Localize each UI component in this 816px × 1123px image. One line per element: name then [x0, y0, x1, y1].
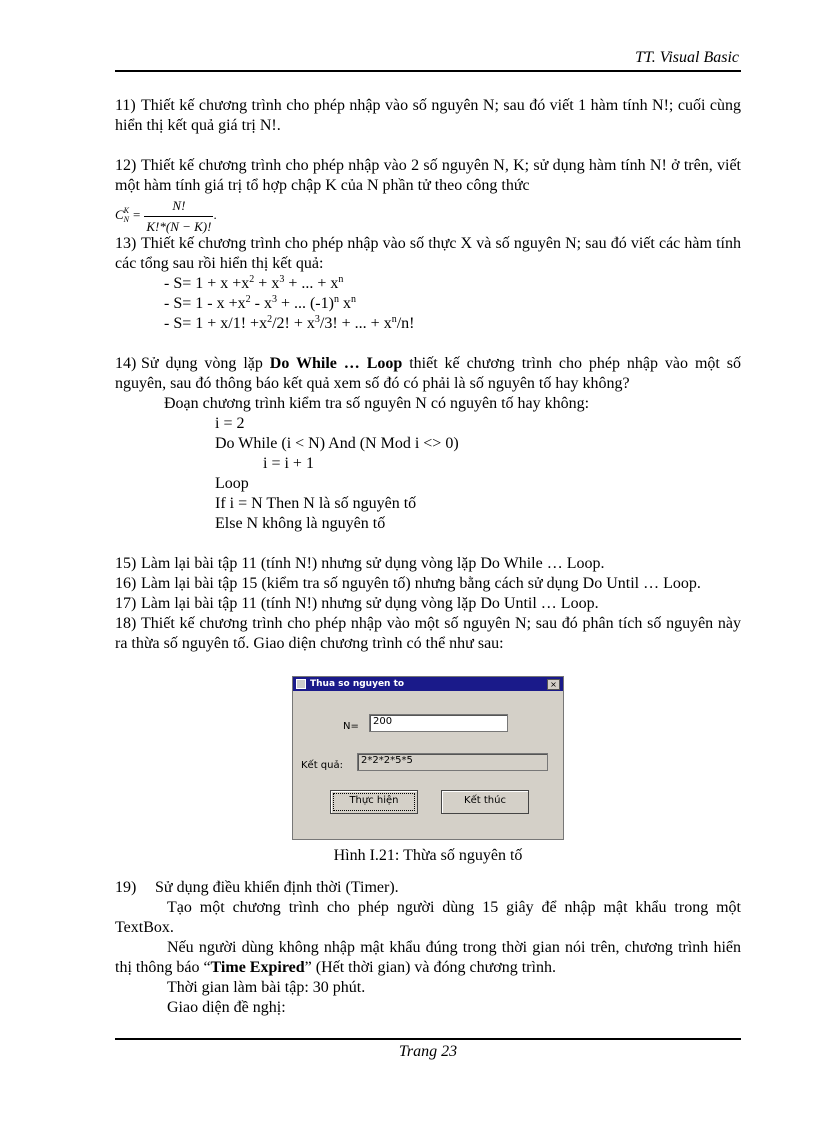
- dialog-window: [292, 676, 564, 840]
- ex19-paragraph-4: Giao diện đề nghị:: [167, 999, 286, 1016]
- sum-formula-3: - S= 1 + x/1! $+x^2/2$! + $x^3/3$! + ... + $x^n/n$!: [164, 314, 415, 332]
- page-footer: Trang 23: [398, 1043, 458, 1060]
- ex19-paragraph-2: Nếu người dùng không nhập mật khẩu đúng trong thời gian nói trên, chương trình hiển thị thông báo “Time Expired” (Hết thời gian) và đóng chương trình.: [115, 939, 741, 976]
- exercise-11: 11) Thiết kế chương trình cho phép nhập vào số nguyên N; sau đó viết 1 hàm tính N!; cuối cùng hiển thị kết quả giá trị N!.: [115, 97, 741, 134]
- code-line: Else N không là nguyên tố: [215, 515, 386, 532]
- code-line: i = 2: [215, 415, 245, 432]
- header-rule: [115, 70, 741, 72]
- sum-formula-1: - $S= 1 + x +x^2 + x^3$ + ... + $x^n$: [164, 274, 344, 292]
- exercise-18: 18) Thiết kế chương trình cho phép nhập vào một số nguyên N; sau đó phân tích số nguyên này ra thừa số nguyên tố. Giao diện chương trình có thể như sau:: [115, 615, 741, 652]
- page-content: [115, 96, 741, 1018]
- n-label: N=: [343, 721, 359, 732]
- code-line: Loop: [215, 475, 249, 492]
- figure-dialog: [292, 676, 564, 866]
- ex19-paragraph-1: Tạo một chương trình cho phép người dùng 15 giây để nhập mật khẩu trong một TextBox.: [115, 899, 741, 936]
- close-icon[interactable]: ×: [547, 679, 560, 690]
- app-icon: [296, 679, 306, 689]
- exercise-12: 12) Thiết kế chương trình cho phép nhập vào 2 số nguyên N, K; sử dụng hàm tính N! ở trên, viết một hàm tính giá trị tổ hợp chập K của N phần tử theo công thức: [115, 157, 741, 194]
- exercise-16: 16) Làm lại bài tập 15 (kiểm tra số nguyên tố) nhưng bằng cách sử dụng Do Until … Loop.: [115, 575, 701, 592]
- code-line: Do While (i < N) And (N Mod i <> 0): [215, 435, 459, 452]
- exercise-19: 19) Sử dụng điều khiển định thời (Timer).: [115, 879, 399, 896]
- exercise-15: 15) Làm lại bài tập 11 (tính N!) nhưng sử dụng vòng lặp Do While … Loop.: [115, 555, 605, 572]
- n-input[interactable]: 200: [369, 714, 508, 732]
- exercise-13: 13) Thiết kế chương trình cho phép nhập vào số thực X và số nguyên N; sau đó viết các hàm tính các tổng sau rồi hiển thị kết quả:: [115, 235, 741, 272]
- exercise-14: 14) Sử dụng vòng lặp Do While … Loop thiết kế chương trình cho phép nhập vào một số nguyên, sau đó thông báo kết quả xem số đó có phải là số nguyên tố hay không?: [115, 355, 741, 392]
- result-label: Kết quả:: [301, 760, 343, 771]
- dialog-titlebar: Thua so nguyen to: [293, 677, 563, 691]
- exit-button[interactable]: Kết thúc: [441, 790, 529, 814]
- page-header: TT. Visual Basic: [635, 49, 739, 66]
- ex19-paragraph-3: Thời gian làm bài tập: 30 phút.: [167, 979, 366, 996]
- combination-formula: C K N = $\frac{N!}{K!*(N - K)!}$ .: [115, 196, 741, 234]
- sum-formula-2: - $S= 1 - x +x^2 - x^3$ + ... $(-1)^n$ $x^n$: [164, 294, 356, 312]
- exercise-17: 17) Làm lại bài tập 11 (tính N!) nhưng sử dụng vòng lặp Do Until … Loop.: [115, 595, 599, 612]
- result-output: 2*2*2*5*5: [357, 753, 548, 771]
- run-button[interactable]: Thực hiện: [330, 790, 418, 814]
- code-line: If i = N Then N là số nguyên tố: [215, 495, 417, 512]
- formula-fraction: $\frac{N!}{K!*(N - K)!}$: [146, 197, 212, 234]
- figure-caption: Hình I.21: Thừa số nguyên tố: [333, 847, 523, 864]
- footer-rule: [115, 1038, 741, 1040]
- code-line: i = i + 1: [263, 455, 314, 472]
- code-intro: Đoạn chương trình kiểm tra số nguyên N có nguyên tố hay không:: [164, 395, 590, 412]
